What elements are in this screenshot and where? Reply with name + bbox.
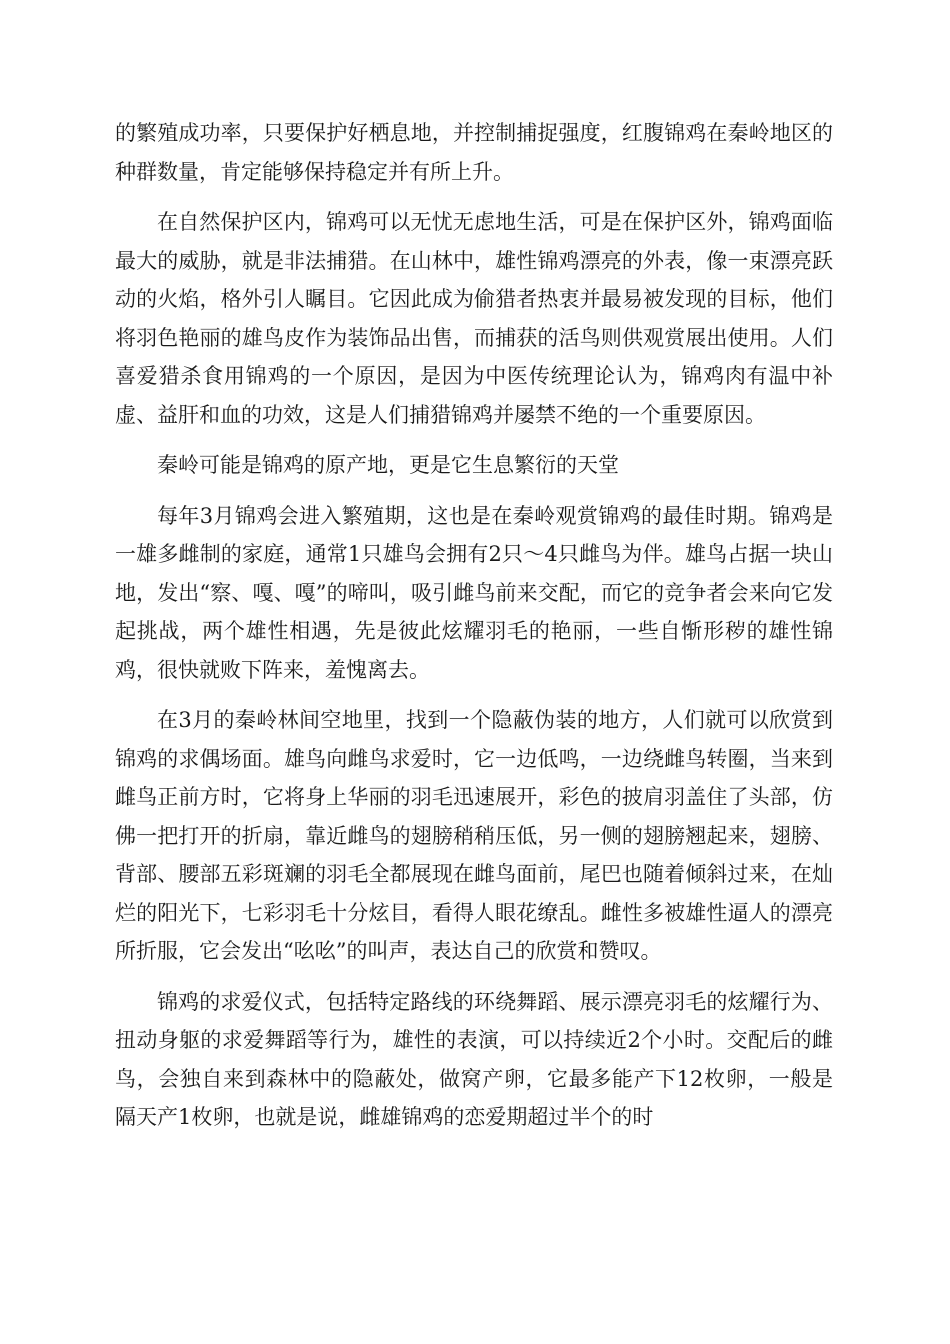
paragraph-1: 的繁殖成功率，只要保护好栖息地，并控制捕捉强度，红腹锦鸡在秦岭地区的种群数量，肯定能够保持稳定并有所上升。 bbox=[115, 121, 833, 184]
paragraph-5: 锦鸡的求爱仪式，包括特定路线的环绕舞蹈、展示漂亮羽毛的炫耀行为、扭动身躯的求爱舞蹈等行为，雄性的表演，可以持续近2个小时。交配后的雌鸟，会独自来到森林中的隐蔽处，做窝产卵，它最多能产下12枚卵，一般是隔天产1枚卵，也就是说，雌雄锦鸡的恋爱期超过半个的时 bbox=[115, 989, 833, 1129]
section-heading: 秦岭可能是锦鸡的原产地，更是它生息繁衍的天堂 bbox=[157, 453, 619, 477]
paragraph-3: 每年3月锦鸡会进入繁殖期，这也是在秦岭观赏锦鸡的最佳时期。锦鸡是一雄多雌制的家庭，通常1只雄鸟会拥有2只～4只雌鸟为伴。雄鸟占据一块山地，发出“察、嘎、嘎”的啼叫，吸引雌鸟前来交配，而它的竞争者会来向它发起挑战，两个雄性相遇，先是彼此炫耀羽毛的艳丽，一些自惭形秽的雄性锦鸡，很快就败下阵来，羞愧离去。 bbox=[115, 503, 833, 682]
paragraph-2: 在自然保护区内，锦鸡可以无忧无虑地生活，可是在保护区外，锦鸡面临最大的威胁，就是非法捕猎。在山林中，雄性锦鸡漂亮的外表，像一束漂亮跃动的火焰，格外引人瞩目。它因此成为偷猎者热衷并最易被发现的目标，他们将羽色艳丽的雄鸟皮作为装饰品出售，而捕获的活鸟则供观赏展出使用。人们喜爱猎杀食用锦鸡的一个原因，是因为中医传统理论认为，锦鸡肉有温中补虚、益肝和血的功效，这是人们捕猎锦鸡并屡禁不绝的一个重要原因。 bbox=[115, 210, 833, 427]
paragraph-4: 在3月的秦岭林间空地里，找到一个隐蔽伪装的地方，人们就可以欣赏到锦鸡的求偶场面。雄鸟向雌鸟求爱时，它一边低鸣，一边绕雌鸟转圈，当来到雌鸟正前方时，它将身上华丽的羽毛迅速展开，彩色的披肩羽盖住了头部，仿佛一把打开的折扇，靠近雌鸟的翅膀稍稍压低，另一侧的翅膀翘起来，翅膀、背部、腰部五彩斑斓的羽毛全都展现在雌鸟面前，尾巴也随着倾斜过来，在灿烂的阳光下，七彩羽毛十分炫目，看得人眼花缭乱。雌性多被雄性逼人的漂亮所折服，它会发出“吆吆”的叫声，表达自己的欣赏和赞叹。 bbox=[115, 708, 833, 963]
document-body bbox=[115, 114, 833, 1149]
